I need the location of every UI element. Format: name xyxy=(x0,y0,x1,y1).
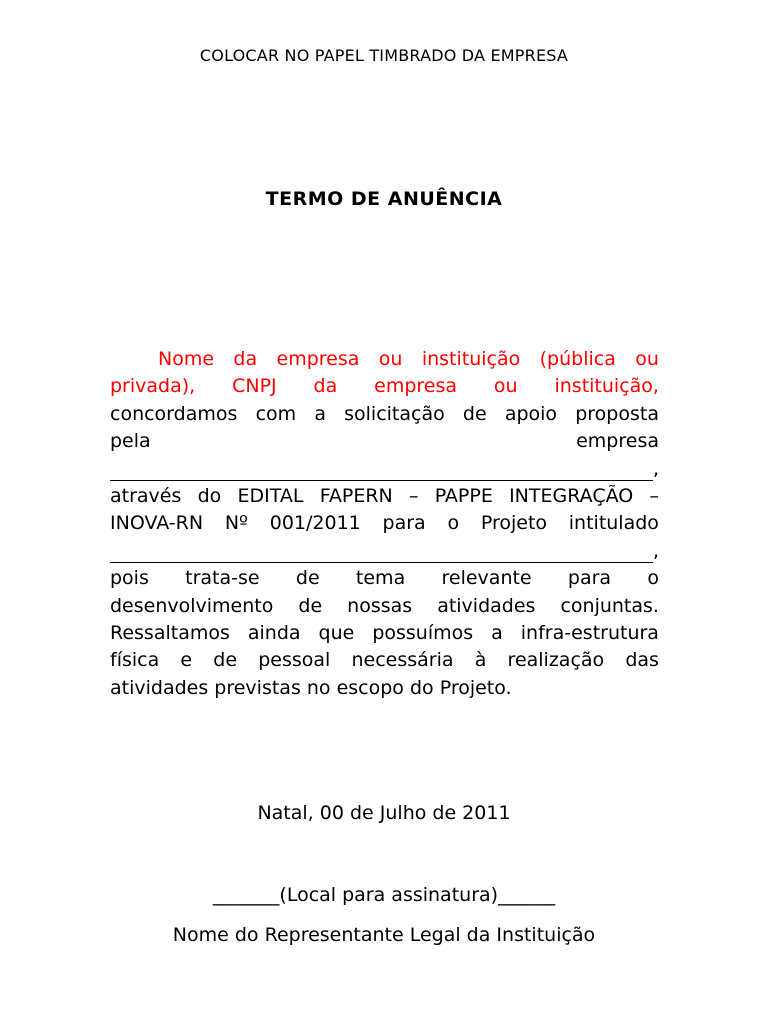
paragraph-word: com xyxy=(255,402,297,425)
paragraph-line-2 xyxy=(110,373,659,400)
paragraph-word: empresa xyxy=(276,348,360,370)
paragraph-line-9 xyxy=(110,565,659,592)
paragraph-line-1 xyxy=(110,346,659,373)
paragraph-word: ou xyxy=(378,348,403,370)
paragraph-word: CNPJ xyxy=(232,375,277,398)
paragraph-word: da xyxy=(233,348,258,370)
paragraph-word: através xyxy=(110,484,182,507)
paragraph-word: ou xyxy=(493,375,518,398)
paragraph-word: empresa xyxy=(374,375,458,398)
paragraph-word: pois xyxy=(110,567,149,590)
paragraph-word: atividades xyxy=(437,594,536,617)
paragraph-word: 001/2011 xyxy=(269,512,361,535)
paragraph-word: concordamos xyxy=(110,402,238,425)
paragraph-word: infra-estrutura xyxy=(520,621,659,644)
paragraph-word: de xyxy=(295,567,320,590)
paragraph-word: física xyxy=(110,649,160,672)
paragraph-line-3 xyxy=(110,401,659,428)
paragraph-word: para xyxy=(382,512,426,535)
paragraph-line-7 xyxy=(110,510,659,537)
paragraph-line-6 xyxy=(110,483,659,510)
paragraph-word: pessoal xyxy=(258,649,331,672)
consent-paragraph xyxy=(110,346,659,702)
paragraph-word: à xyxy=(474,649,487,672)
paragraph-line-11 xyxy=(110,620,659,647)
paragraph-word: nossas xyxy=(347,594,413,617)
paragraph-word: de xyxy=(213,649,238,672)
paragraph-word: FAPERN xyxy=(319,484,393,507)
paragraph-word: – xyxy=(408,484,419,507)
paragraph-word: de xyxy=(298,594,323,617)
paragraph-line-13: atividades previstas no escopo do Projeto. xyxy=(110,676,512,699)
paragraph-word: solicitação xyxy=(344,402,445,425)
paragraph-word: empresa xyxy=(576,430,659,453)
paragraph-word: instituição xyxy=(421,348,521,370)
project-title-comma: , xyxy=(652,539,659,562)
paragraph-word: INTEGRAÇÃO xyxy=(509,484,634,507)
paragraph-word: a xyxy=(491,621,503,644)
paragraph-word: PAPPE xyxy=(434,484,493,507)
legal-representative-name: Nome do Representante Legal da Instituição xyxy=(172,924,596,946)
paragraph-word: que xyxy=(318,621,355,644)
project-title-underline xyxy=(110,545,653,563)
paragraph-word: privada), xyxy=(110,375,196,398)
paragraph-word: e xyxy=(180,649,193,672)
paragraph-line-10 xyxy=(110,593,659,620)
paragraph-word: o xyxy=(647,567,659,590)
company-name-comma: , xyxy=(652,457,659,480)
paragraph-word: necessária xyxy=(351,649,454,672)
paragraph-word: Ressaltamos xyxy=(110,621,230,644)
paragraph-word: intitulado xyxy=(568,512,659,535)
company-name-blank xyxy=(110,456,659,483)
paragraph-word: trata-se xyxy=(185,567,260,590)
paragraph-line-12 xyxy=(110,647,659,674)
project-title-blank xyxy=(110,538,659,565)
paragraph-word: (pública xyxy=(539,348,616,370)
paragraph-word: – xyxy=(649,484,659,507)
paragraph-word: Projeto xyxy=(480,512,548,535)
paragraph-word: da xyxy=(313,375,338,398)
paragraph-word: das xyxy=(625,649,659,672)
paragraph-word: o xyxy=(447,512,460,535)
place-and-date: Natal, 00 de Julho de 2011 xyxy=(257,802,511,824)
paragraph-word: possuímos xyxy=(372,621,474,644)
paragraph-word: Nome xyxy=(158,348,215,370)
paragraph-word: EDITAL xyxy=(237,484,304,507)
paragraph-word: apoio xyxy=(504,402,558,425)
paragraph-word: de xyxy=(462,402,487,425)
paragraph-word: instituição, xyxy=(554,375,659,398)
paragraph-word: conjuntas. xyxy=(560,594,659,617)
letterhead-instruction: COLOCAR NO PAPEL TIMBRADO DA EMPRESA xyxy=(199,46,569,65)
paragraph-word: ou xyxy=(635,348,659,370)
paragraph-word: do xyxy=(197,484,222,507)
paragraph-word: tema xyxy=(355,567,406,590)
paragraph-word: relevante xyxy=(441,567,532,590)
paragraph-word: realização xyxy=(507,649,605,672)
document-title: TERMO DE ANUÊNCIA xyxy=(265,188,503,210)
signature-line: _______(Local para assinatura)______ xyxy=(212,884,556,906)
paragraph-line-4 xyxy=(110,428,659,455)
paragraph-word: a xyxy=(314,402,326,425)
paragraph-word: ainda xyxy=(247,621,301,644)
paragraph-word: Nº xyxy=(224,512,248,535)
paragraph-word: pela xyxy=(110,430,151,453)
paragraph-word: desenvolvimento xyxy=(110,594,274,617)
paragraph-word: proposta xyxy=(575,402,659,425)
paragraph-word: para xyxy=(567,567,612,590)
company-name-underline xyxy=(110,463,653,481)
paragraph-word: INOVA-RN xyxy=(110,512,204,535)
